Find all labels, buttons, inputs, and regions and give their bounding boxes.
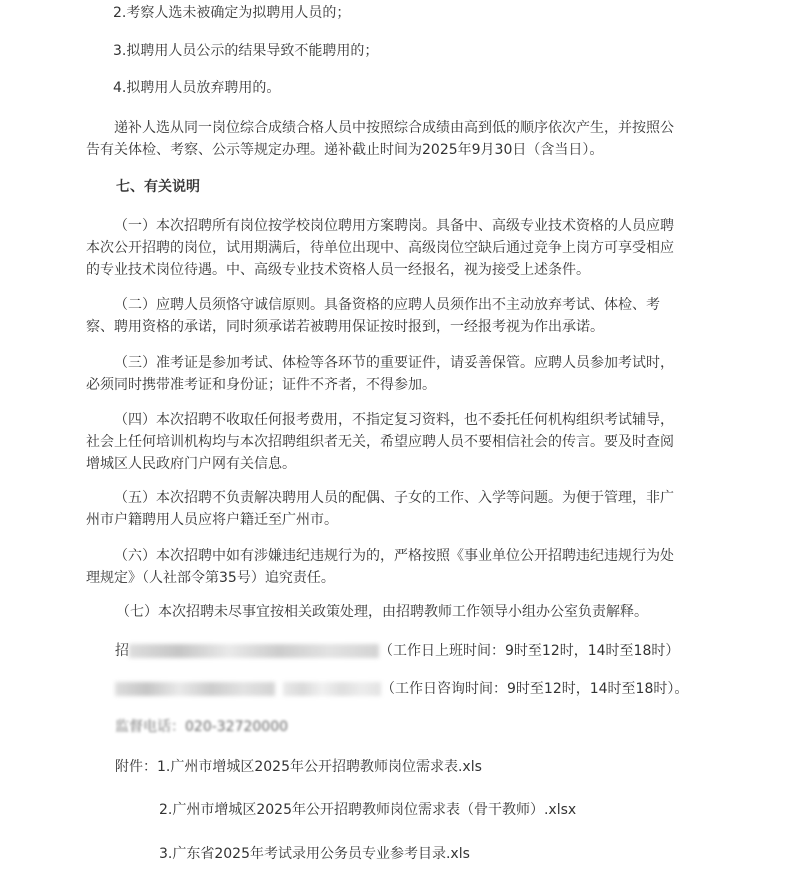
redacted-contact — [115, 682, 275, 696]
attachment-link-3[interactable]: 3.广东省2025年考试录用公务员专业参考目录.xls — [159, 846, 470, 862]
attachments-label: 附件： — [115, 759, 157, 775]
notice-paragraph-1: （一）本次招聘所有岗位按学校岗位聘用方案聘岗。具备中、高级专业技术资格的人员应聘本次公开招聘的岗位，试用期满后，待单位出现中、高级岗位空缺后通过竞争上岗方可享受相应的专业技术岗位待遇。中、高级专业技术资格人员一经报名，视为接受上述条件。 — [86, 218, 674, 278]
notice-paragraph-5: （五）本次招聘不负责解决聘用人员的配偶、子女的工作、入学等问题。为便于管理，非广州市户籍聘用人员应将户籍迁至广州市。 — [86, 490, 674, 528]
notice-paragraph-7: （七）本次招聘未尽事宜按相关政策处理，由招聘教师工作领导小组办公室负责解释。 — [116, 604, 648, 620]
section-heading: 七、有关说明 — [116, 179, 200, 195]
notice-paragraph-4: （四）本次招聘不收取任何报考费用，不指定复习资料，也不委托任何机构组织考试辅导，社会上任何培训机构均与本次招聘组织者无关，希望应聘人员不要相信社会的传言。要及时查阅增城区人民政府门户网有关信息。 — [86, 412, 674, 472]
supervision-phone: 监督电话：020-32720000 — [115, 719, 289, 735]
attachment-link-2[interactable]: 2.广州市增城区2025年公开招聘教师岗位需求表（骨干教师）.xlsx — [159, 802, 577, 818]
condition-item-4: 4.拟聘用人员放弃聘用的。 — [113, 80, 281, 96]
contact-line-consultation — [115, 679, 688, 699]
contact-hours-1: （工作日上班时间：9时至12时，14时至18时） — [379, 643, 680, 659]
attachment-link-1[interactable]: 1.广州市增城区2025年公开招聘教师岗位需求表.xls — [157, 759, 482, 775]
condition-item-2: 2.考察人选未被确定为拟聘用人员的； — [113, 5, 351, 21]
notice-paragraph-6: （六）本次招聘中如有涉嫌违纪违规行为的，严格按照《事业单位公开招聘违纪违规行为处理规定》（人社部令第35号）追究责任。 — [86, 548, 674, 586]
contact-line-recruitment — [115, 641, 679, 661]
condition-item-3: 3.拟聘用人员公示的结果导致不能聘用的； — [113, 43, 379, 59]
redacted-phone — [283, 682, 381, 696]
attachment-line-1 — [115, 757, 482, 777]
contact-hours-2: （工作日咨询时间：9时至12时，14时至18时）。 — [381, 681, 689, 697]
notice-paragraph-2: （二）应聘人员须恪守诚信原则。具备资格的应聘人员须作出不主动放弃考试、体检、考察、聘用资格的承诺，同时须承诺若被聘用保证按时报到，一经报考视为作出承诺。 — [86, 297, 660, 335]
notice-paragraph-3: （三）准考证是参加考试、体检等各环节的重要证件，请妥善保管。应聘人员参加考试时，必须同时携带准考证和身份证；证件不齐者，不得参加。 — [86, 355, 674, 393]
replacement-paragraph: 递补人选从同一岗位综合成绩合格人员中按照综合成绩由高到低的顺序依次产生，并按照公告有关体检、考察、公示等规定办理。递补截止时间为2025年9月30日（含当日）。 — [86, 120, 674, 158]
contact-prefix: 招 — [115, 643, 129, 659]
redacted-contact — [129, 644, 379, 658]
